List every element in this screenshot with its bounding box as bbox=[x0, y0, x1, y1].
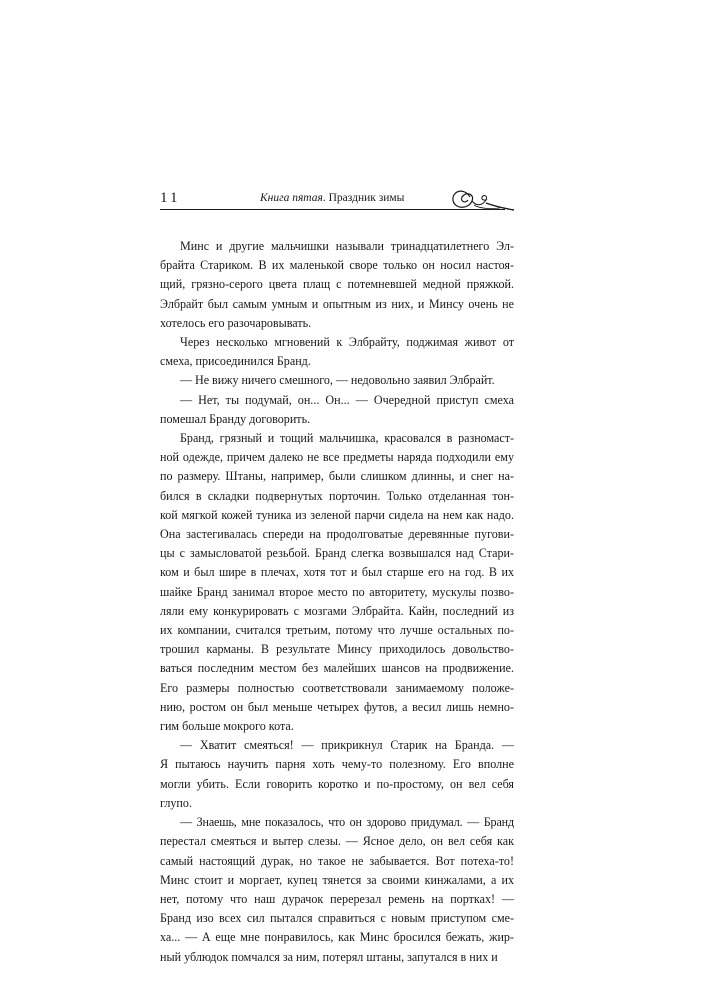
paragraph bbox=[160, 237, 514, 333]
text-line: Через несколько мгновений к Элбрайту, поджимая живот от bbox=[180, 335, 514, 350]
text-line: ком и был шире в плечах, хотя тот и был старше его на год. В их bbox=[160, 565, 514, 580]
text-line: ный ублюдок помчался за ним, потерял штаны, запутался в них и bbox=[160, 949, 498, 964]
text-line: трошил карманы. В результате Минсу приходилось довольство- bbox=[160, 642, 514, 657]
text-line: Она застегивалась спереди на продолговатые деревянные пугови- bbox=[160, 527, 514, 542]
text-line: хотелось его разочаровывать. bbox=[160, 315, 312, 330]
text-line: перестал смеяться и вытер слезы. — Ясное дело, он вел себя как bbox=[160, 834, 514, 849]
paragraph bbox=[160, 333, 514, 371]
text-line: смеха, присоединился Бранд. bbox=[160, 354, 311, 369]
book-label: Книга пятая bbox=[260, 192, 323, 204]
text-line: самый настоящий дурак, но такое не забывается. Вот потеха-то! bbox=[160, 853, 514, 868]
text-line: Элбрайт был самым умным и опытным из них, и Минсу очень не bbox=[160, 296, 514, 311]
chapter-title: Праздник зимы bbox=[328, 192, 405, 204]
running-title bbox=[260, 192, 404, 204]
paragraph bbox=[160, 371, 514, 390]
text-line: — Не вижу ничего смешного, — недовольно заявил Элбрайт. bbox=[180, 373, 495, 388]
body-text bbox=[160, 237, 514, 967]
text-line: гим больше мокрого кота. bbox=[160, 719, 294, 734]
text-line: Его размеры полностью соответствовали занимаемому положе- bbox=[160, 680, 514, 695]
text-line: ной одежде, причем далеко не все предметы наряда подходили ему bbox=[160, 450, 514, 465]
header-rule bbox=[160, 209, 505, 210]
text-line: их компании, считался третьим, потому что лучше остальных по- bbox=[160, 623, 514, 638]
text-line: помешал Бранду договорить. bbox=[160, 411, 311, 426]
text-line: Бранд, грязный и тощий мальчишка, красовался в разномаст- bbox=[180, 431, 514, 446]
paragraph bbox=[160, 736, 514, 813]
text-line: ваться последним местом без малейших шансов на продвижение. bbox=[160, 661, 514, 676]
text-line: ха... — А еще мне понравилось, как Минс бросился бежать, жир- bbox=[160, 930, 514, 945]
text-line: нию, ростом он был меньше четырех футов, а весил лишь немно- bbox=[160, 699, 514, 714]
text-line: могли убить. Если говорить коротко и по-простому, он вел себя bbox=[160, 776, 514, 791]
text-line: брайта Стариком. В их маленькой своре только он носил настоя- bbox=[160, 258, 514, 273]
text-line: шайке Бранд занимал второе место по авторитету, мускулы позво- bbox=[160, 584, 514, 599]
text-line: щий, грязно-серого цвета плащ с потемневшей медной пряжкой. bbox=[160, 277, 514, 292]
text-line: Я пытаюсь научить парня хоть чему-то полезному. Его вполне bbox=[160, 757, 514, 772]
text-line: Минс и другие мальчишки называли тринадцатилетнего Эл- bbox=[180, 239, 514, 253]
text-line: нет, потому что наш дурачок перерезал ремень на портках! — bbox=[160, 891, 514, 906]
paragraph bbox=[160, 813, 514, 967]
paragraph bbox=[160, 429, 514, 736]
text-line: ляли ему конкурировать с мозгами Элбрайта. Кайн, последний из bbox=[160, 603, 514, 618]
text-line: — Нет, ты подумай, он... Он... — Очередной приступ смеха bbox=[180, 392, 514, 407]
text-line: — Знаешь, мне показалось, что он здорово придумал. — Бранд bbox=[180, 815, 514, 830]
page-number: 11 bbox=[160, 190, 181, 206]
text-line: кой мягкой кожей туника из зеленой парчи сидела на нем как надо. bbox=[160, 507, 514, 522]
text-line: Минс стоит и моргает, купец тянется за своими кинжалами, а их bbox=[160, 872, 514, 887]
title-separator: . bbox=[322, 192, 329, 204]
text-line: цы с замысловатой резьбой. Бранд слегка возвышался над Стари- bbox=[160, 546, 514, 561]
text-line: бился в складки подвернутых порточин. Только отделанная тон- bbox=[160, 488, 514, 503]
running-head bbox=[160, 186, 514, 212]
text-line: глупо. bbox=[160, 795, 192, 810]
text-line: — Хватит смеяться! — прикрикнул Старик на Бранда. — bbox=[180, 738, 514, 753]
text-line: Бранд изо всех сил пытался справиться с новым приступом сме- bbox=[160, 911, 514, 926]
text-line: по размеру. Штаны, например, были слишком длинны, и снег на- bbox=[160, 469, 514, 484]
paragraph bbox=[160, 391, 514, 429]
